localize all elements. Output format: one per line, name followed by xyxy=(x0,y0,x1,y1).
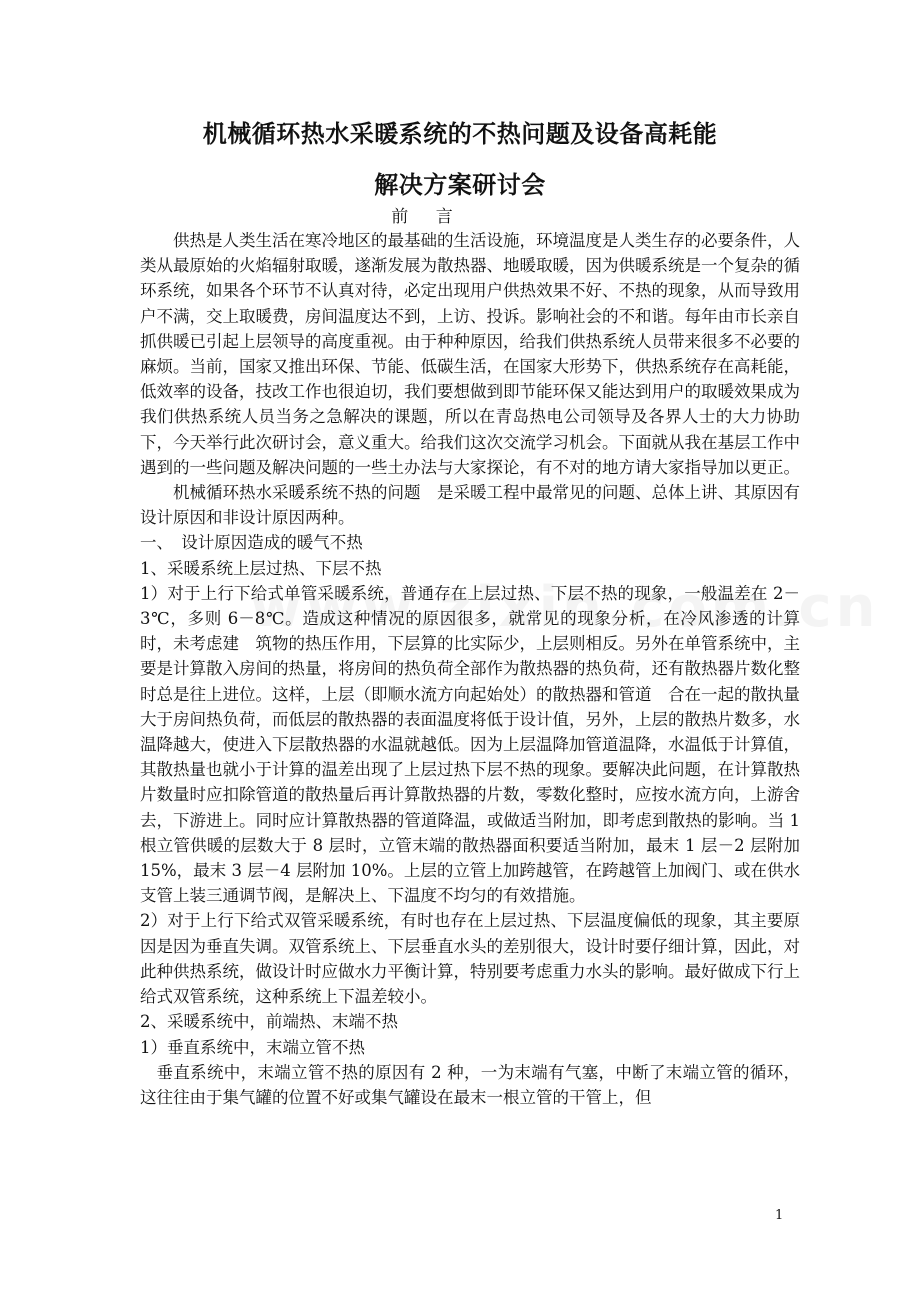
subsection-heading-1: 1、采暖系统上层过热、下层不热 xyxy=(140,558,382,578)
body-paragraph-1: 1）对于上行下给式单管采暖系统，普通存在上层过热、下层不热的现象，一般温差在 2－3℃，多则 6－8℃。造成这种情况的原因很多，就常见的现象分析，在冷风渗透的计算时，未考虑建 筑物的热压作用，下层算的比实际少，上层则相反。另外在单管系统中，主要是计算散入房间的热量，将房间的热负荷全部作为散热器的热负荷，还有散热器片数化整时总是往上进位。这样，上层（即顺水流方向起始处）的散热器和管道 合在一起的散执量大于房间热负荷，而低层的散热器的表面温度将低于设计值，另外，上层的散热片数多，水温降越大，使进入下层散热器的水温就越低。因为上层温降加管道温降，水温低于计算值，其散热量也就小于计算的温差出现了上层过热下层不热的现象。要解决此问题，在计算散热片数量时应扣除管道的散热量后再计算散热器的片数，零数化整时，应按水流方向，上游舍去，下游进上。同时应计算散热器的管道降温，或做适当附加，即考虑到散热的影响。当 1 根立管供暖的层数大于 8 层时，立管末端的散热器面积要适当附加，最末 1 层－2 层附加 15%，最末 3 层－4 层附加 10%。上层的立管上加跨越管，在跨越管上加阀门、或在供水支管上装三通调节阀，是解决上、下温度不均匀的有效措施。 xyxy=(140,583,800,906)
subsubsection-heading-1: 1）垂直系统中，末端立管不热 xyxy=(140,1037,365,1057)
body-paragraph-3: 垂直系统中，末端立管不热的原因有 2 种，一为末端有气塞，中断了末端立管的循环，这往往由于集气罐的位置不好或集气罐设在最末一根立管的干管上，但 xyxy=(140,1062,800,1107)
preface-paragraph: 供热是人类生活在寒冷地区的最基础的生活设施，环境温度是人类生存的必要条件，人类从最原始的火焰辐射取暖，遂渐发展为散热器、地暖取暖，因为供暖系统是一个复杂的循环系统，如果各个环节不认真对待，必定出现用户供热效果不好、不热的现象，从而导致用户不满，交上取暖费，房间温度达不到，上访、投诉。影响社会的不和谐。每年由市长亲自抓供暖已引起上层领导的高度重视。由于种种原因，给我们供热系统人员带来很多不必要的麻烦。当前，国家又推出环保、节能、低碳生活，在国家大形势下，供热系统存在高耗能，低效率的设备，技改工作也很迫切，我们要想做到即节能环保又能达到用户的取暖效果成为我们供热系统人员当务之急解决的课题，所以在青岛热电公司领导及各界人士的大力协助下，今天举行此次研讨会，意义重大。给我们这次交流学习机会。下面就从我在基层工作中遇到的一些问题及解决问题的一些土办法与大家探论，有不对的地方请大家指导加以更正。 xyxy=(140,231,800,477)
subsection-heading-2: 2、采暖系统中，前端热、末端不热 xyxy=(140,1012,398,1032)
document-title-line-1: 机械循环热水采暖系统的不热问题及设备高耗能 xyxy=(202,120,718,148)
preface-heading: 前 言 xyxy=(391,207,453,227)
body-paragraph-2: 2）对于上行下给式双管采暖系统，有时也存在上层过热、下层温度偏低的现象，其主要原因是因为垂直失调。双管系统上、下层垂直水头的差别很大，设计时要仔细计算，因此，对此种供热系统，做设计时应做水力平衡计算，特别要考虑重力水头的影响。最好做成下行上给式双管系统，这种系统上下温差较小。 xyxy=(140,911,800,1007)
document-body xyxy=(140,228,800,1110)
problem-intro-paragraph: 机械循环热水采暖系统不热的问题 是采暖工程中最常见的问题、总体上讲、其原因有设计原因和非设计原因两种。 xyxy=(140,483,800,528)
page-number: 1 xyxy=(775,1208,784,1223)
section-heading-1: 一、 设计原因造成的暖气不热 xyxy=(140,533,363,553)
document-title-line-2: 解决方案研讨会 xyxy=(374,171,546,199)
